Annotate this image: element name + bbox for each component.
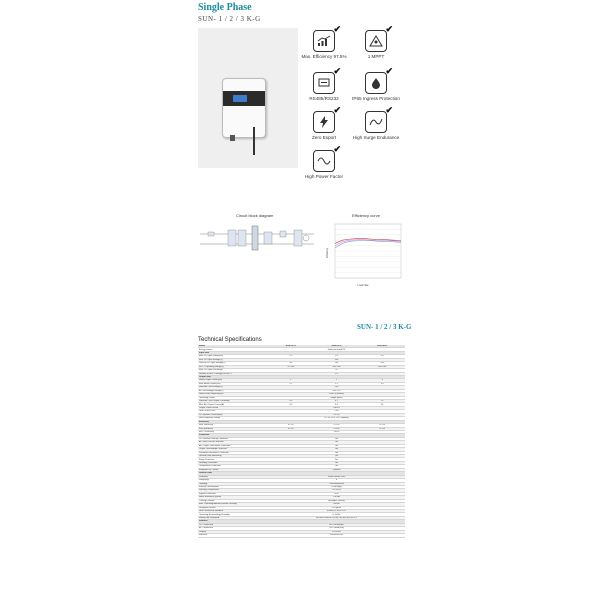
spec-cell: DC Reverse-Polarity Protection <box>198 437 268 440</box>
feature-mppt <box>352 24 400 60</box>
spec-cell: Features <box>198 520 405 523</box>
spec-cell: Grid Connection Standard <box>198 510 268 513</box>
spec-cell: Transformerless <box>268 482 405 485</box>
checkmark-icon: ✔ <box>385 66 393 76</box>
product-series-title: Single Phase <box>198 2 252 13</box>
spec-cell: Rated Output Power(kW) <box>198 379 268 382</box>
spec-cell: 4.9 <box>268 403 314 406</box>
spec-cell: 3.3 <box>359 382 405 385</box>
feature-ip65 <box>352 66 400 102</box>
checkmark-icon: ✔ <box>333 66 341 76</box>
inverter-display <box>233 95 247 102</box>
spec-cell: Designed Lifetime <box>198 506 268 509</box>
section-model-title: SUN- 1 / 2 / 3 K-G <box>357 323 412 331</box>
spec-cell: Internal Consumption <box>198 485 268 488</box>
spec-cell: 120 <box>359 362 405 365</box>
spec-cell: Rated AC Grid Output Current(A) <box>198 400 268 403</box>
efficiency-series-line <box>335 241 401 248</box>
spec-cell: Islanding Protection <box>198 461 268 464</box>
spec-cell: Max. DC Input Power(kW) <box>198 355 268 358</box>
spec-cell: Max. Active Power(kW) <box>198 382 268 385</box>
spec-cell: Ingress Protection <box>198 492 268 495</box>
spec-cell: Surge Protection <box>198 458 268 461</box>
spec-cell: 14 <box>359 403 405 406</box>
spec-cell: 500 <box>268 358 405 361</box>
spec-cell: 100~500 <box>359 365 405 368</box>
spec-cell: 2000m <box>268 503 405 506</box>
communication-icon <box>313 66 341 94</box>
spec-cell: Safety EMC/Standard <box>198 516 268 519</box>
spec-cell: Number of MPPT/Strings per MPPT <box>198 372 268 375</box>
feature-max-efficiency <box>300 24 348 60</box>
spec-cell: Grid Current THD <box>198 410 268 413</box>
spec-cell: >20 years <box>268 506 405 509</box>
spec-cell: Grid Frequency Range <box>198 417 268 420</box>
sine-wave-icon <box>313 144 341 172</box>
spec-cell: SUN-2K-G <box>314 345 360 348</box>
spec-cell: IP65 <box>268 492 405 495</box>
feature-label: Max. Efficiency 97.5% <box>301 54 347 59</box>
spec-cell: Topology <box>198 482 268 485</box>
spec-cell: 9.6 <box>314 403 360 406</box>
surge-wave-icon <box>365 105 393 133</box>
spec-cell: 1/1 <box>268 372 405 375</box>
inverter-image <box>222 78 266 138</box>
spec-cell: Yes <box>268 455 405 458</box>
spec-cell: IP67 rated plug <box>268 527 405 530</box>
spec-cell: AC Connection <box>198 527 268 530</box>
spec-cell: Ground Fault Monitoring <box>198 455 268 458</box>
spec-cell: SUN-1K-G <box>268 345 314 348</box>
spec-cell: 230 <box>268 386 405 389</box>
technical-specifications-title: Technical Specifications <box>198 337 262 343</box>
spec-cell: <0.5% <box>268 413 405 416</box>
spec-cell: <1W(Night) <box>268 485 405 488</box>
spec-cell: RS485/RS232 <box>268 534 405 537</box>
spec-cell: Cooling Concept <box>198 499 268 502</box>
y-axis-label: Efficiency <box>326 247 329 259</box>
lightning-icon <box>313 105 341 133</box>
spec-cell: 2.6 <box>314 355 360 358</box>
spec-cell: Start-up DC Input Voltage(V) <box>198 362 268 365</box>
spec-cell: Optional <box>268 468 405 471</box>
spec-cell: 3 <box>359 379 405 382</box>
spec-cell: 4.3 <box>268 400 314 403</box>
circuit-block-diagram <box>198 220 318 260</box>
spec-cell: Output Overvoltage Protection <box>198 448 268 451</box>
spec-cell: Max. DC Input Current(A) <box>198 369 268 372</box>
spec-cell: 0.8/0.8 <box>268 406 405 409</box>
spec-cell: 11 <box>268 369 405 372</box>
spec-cell: Operating Surroundings Humidity <box>198 513 268 516</box>
spec-cell: Max. Operating Altitude Without Derating <box>198 503 268 506</box>
spec-cell: Display <box>198 530 268 533</box>
spec-cell: Grid-connected PV <box>268 348 405 351</box>
spec-cell: Yes <box>268 444 405 447</box>
spec-cell: Operating Phase <box>198 396 268 399</box>
spec-cell: LCD1602 <box>268 530 405 533</box>
spec-cell: Rated Grid Frequency(Hz) <box>198 393 268 396</box>
spec-cell: -25~60℃ <box>268 489 405 492</box>
spec-cell: Max. Efficiency <box>198 424 268 427</box>
inverter-cable <box>253 127 255 155</box>
mppt-icon <box>365 24 393 52</box>
spec-cell: Max. DC Input Voltage(V) <box>198 358 268 361</box>
spec-cell: Max. AC Output Current(A) <box>198 403 268 406</box>
feature-label: High Power Factor <box>304 174 344 179</box>
spec-cell: Noise Emission(Typical) <box>198 496 268 499</box>
checkmark-icon: ✔ <box>385 24 393 34</box>
spec-cell: Size(mm) <box>198 475 268 478</box>
spec-cell: Model <box>198 345 268 348</box>
spec-cell: 3.9 <box>359 355 405 358</box>
spec-cell: Temperature Protection <box>198 465 268 468</box>
feature-surge <box>352 105 400 141</box>
spec-cell: 97.0% <box>359 427 405 430</box>
spec-cell: <3% <box>268 410 405 413</box>
product-model: SUN- 1 / 2 / 3 K-G <box>198 15 261 23</box>
spec-cell: Yes <box>268 461 405 464</box>
spec-row <box>198 534 405 537</box>
spec-cell: Running Temperature <box>198 489 268 492</box>
feature-label: Zero Export <box>312 135 336 140</box>
spec-cell: Interface <box>198 534 268 537</box>
spec-cell: MC-4 mateable <box>268 523 405 526</box>
water-drop-icon <box>365 66 393 94</box>
feature-label: High Surge Endurance <box>352 135 400 140</box>
circuit-diagram-title: Circuit block diagram <box>236 213 274 218</box>
spec-cell: Weight(kg) <box>198 479 268 482</box>
spec-cell: Efficiency <box>198 420 405 423</box>
spec-cell: 1 <box>268 379 314 382</box>
spec-cell: Energy source <box>198 348 268 351</box>
technical-specifications-table <box>198 345 405 538</box>
spec-cell: Intelligent cooling <box>268 499 405 502</box>
spec-cell: Input Side <box>198 351 405 354</box>
spec-cell: MPPT Efficiency <box>198 430 268 433</box>
feature-power-factor <box>300 144 348 180</box>
efficiency-chart-icon <box>313 24 341 52</box>
spec-cell: 80 <box>268 362 314 365</box>
spec-cell: Output Side <box>198 375 405 378</box>
spec-cell: <30 dB <box>268 496 405 499</box>
spec-cell: 70~500 <box>268 365 314 368</box>
spec-cell: 50/60 (Optional) <box>268 393 405 396</box>
spec-cell: Output Power Factor <box>198 406 268 409</box>
spec-cell: DC Injection Current(mA) <box>198 413 268 416</box>
feature-zero-export <box>300 105 348 141</box>
checkmark-icon: ✔ <box>333 24 341 34</box>
checkmark-icon: ✔ <box>385 105 393 115</box>
x-axis-label: Load rate <box>357 284 369 287</box>
efficiency-curve-chart <box>325 218 405 288</box>
spec-cell: VDE4105, IEC61727 <box>268 510 405 513</box>
spec-cell: Rated AC Grid Voltage(V) <box>198 386 268 389</box>
spec-cell: Euro Efficiency <box>198 427 268 430</box>
spec-cell: IEC/EN 61000-6-1/2/3/4, IEC/EN 62109-1/-2 <box>268 516 405 519</box>
spec-cell: Single phase <box>268 396 405 399</box>
spec-cell: 100~500 <box>314 365 360 368</box>
spec-cell: AC Short Circuit Protection <box>198 441 268 444</box>
feature-communication <box>300 66 348 102</box>
spec-cell: 330W×306H×114D <box>268 475 405 478</box>
spec-cell: Yes <box>268 448 405 451</box>
spec-cell: Insulation Resistance Protection <box>198 451 268 454</box>
spec-cell: Protection <box>198 434 405 437</box>
spec-cell: AC Output Overcurrent Protection <box>198 444 268 447</box>
spec-cell: SUN-3K-G <box>359 345 405 348</box>
spec-cell: 2.2 <box>314 382 360 385</box>
spec-cell: 97.5% <box>314 424 360 427</box>
spec-cell: Yes <box>268 458 405 461</box>
feature-label: 1 MPPT <box>367 54 385 59</box>
spec-cell: 97.5% <box>359 424 405 427</box>
feature-label: IP65 Ingress Protection <box>352 96 400 101</box>
checkmark-icon: ✔ <box>333 144 341 154</box>
spec-cell: DC Connection <box>198 523 268 526</box>
spec-cell: Yes <box>268 465 405 468</box>
spec-cell: 100 <box>314 362 360 365</box>
spec-cell: 13 <box>359 400 405 403</box>
checkmark-icon: ✔ <box>333 105 341 115</box>
spec-cell: >99% <box>268 430 405 433</box>
spec-cell: 6 <box>268 479 405 482</box>
spec-cell: Yes <box>268 451 405 454</box>
spec-cell: 97.0% <box>268 427 314 430</box>
spec-cell: AC Grid Voltage Range(V) <box>198 389 268 392</box>
spec-cell: 0~100% <box>268 513 405 516</box>
spec-cell: Yes <box>268 437 405 440</box>
spec-cell: General Data <box>198 472 405 475</box>
spec-cell: 2 <box>314 379 360 382</box>
spec-cell: 47~52 or 57~62 (Optional) <box>268 417 405 420</box>
spec-cell: 8.7 <box>314 400 360 403</box>
spec-cell: 97.5% <box>268 424 314 427</box>
efficiency-chart-title: Efficiency curve <box>352 213 380 218</box>
spec-cell: 1.3 <box>268 355 314 358</box>
spec-cell: Integrated DC Switch <box>198 468 268 471</box>
spec-cell: MPPT Operating Range(V) <box>198 365 268 368</box>
spec-cell: 1.1 <box>268 382 314 385</box>
spec-cell: Yes <box>268 441 405 444</box>
spec-cell: 97.0% <box>314 427 360 430</box>
feature-label: RS485/RS232 <box>309 96 339 101</box>
spec-cell: 180~270 <box>268 389 405 392</box>
inverter-connector <box>230 135 235 141</box>
